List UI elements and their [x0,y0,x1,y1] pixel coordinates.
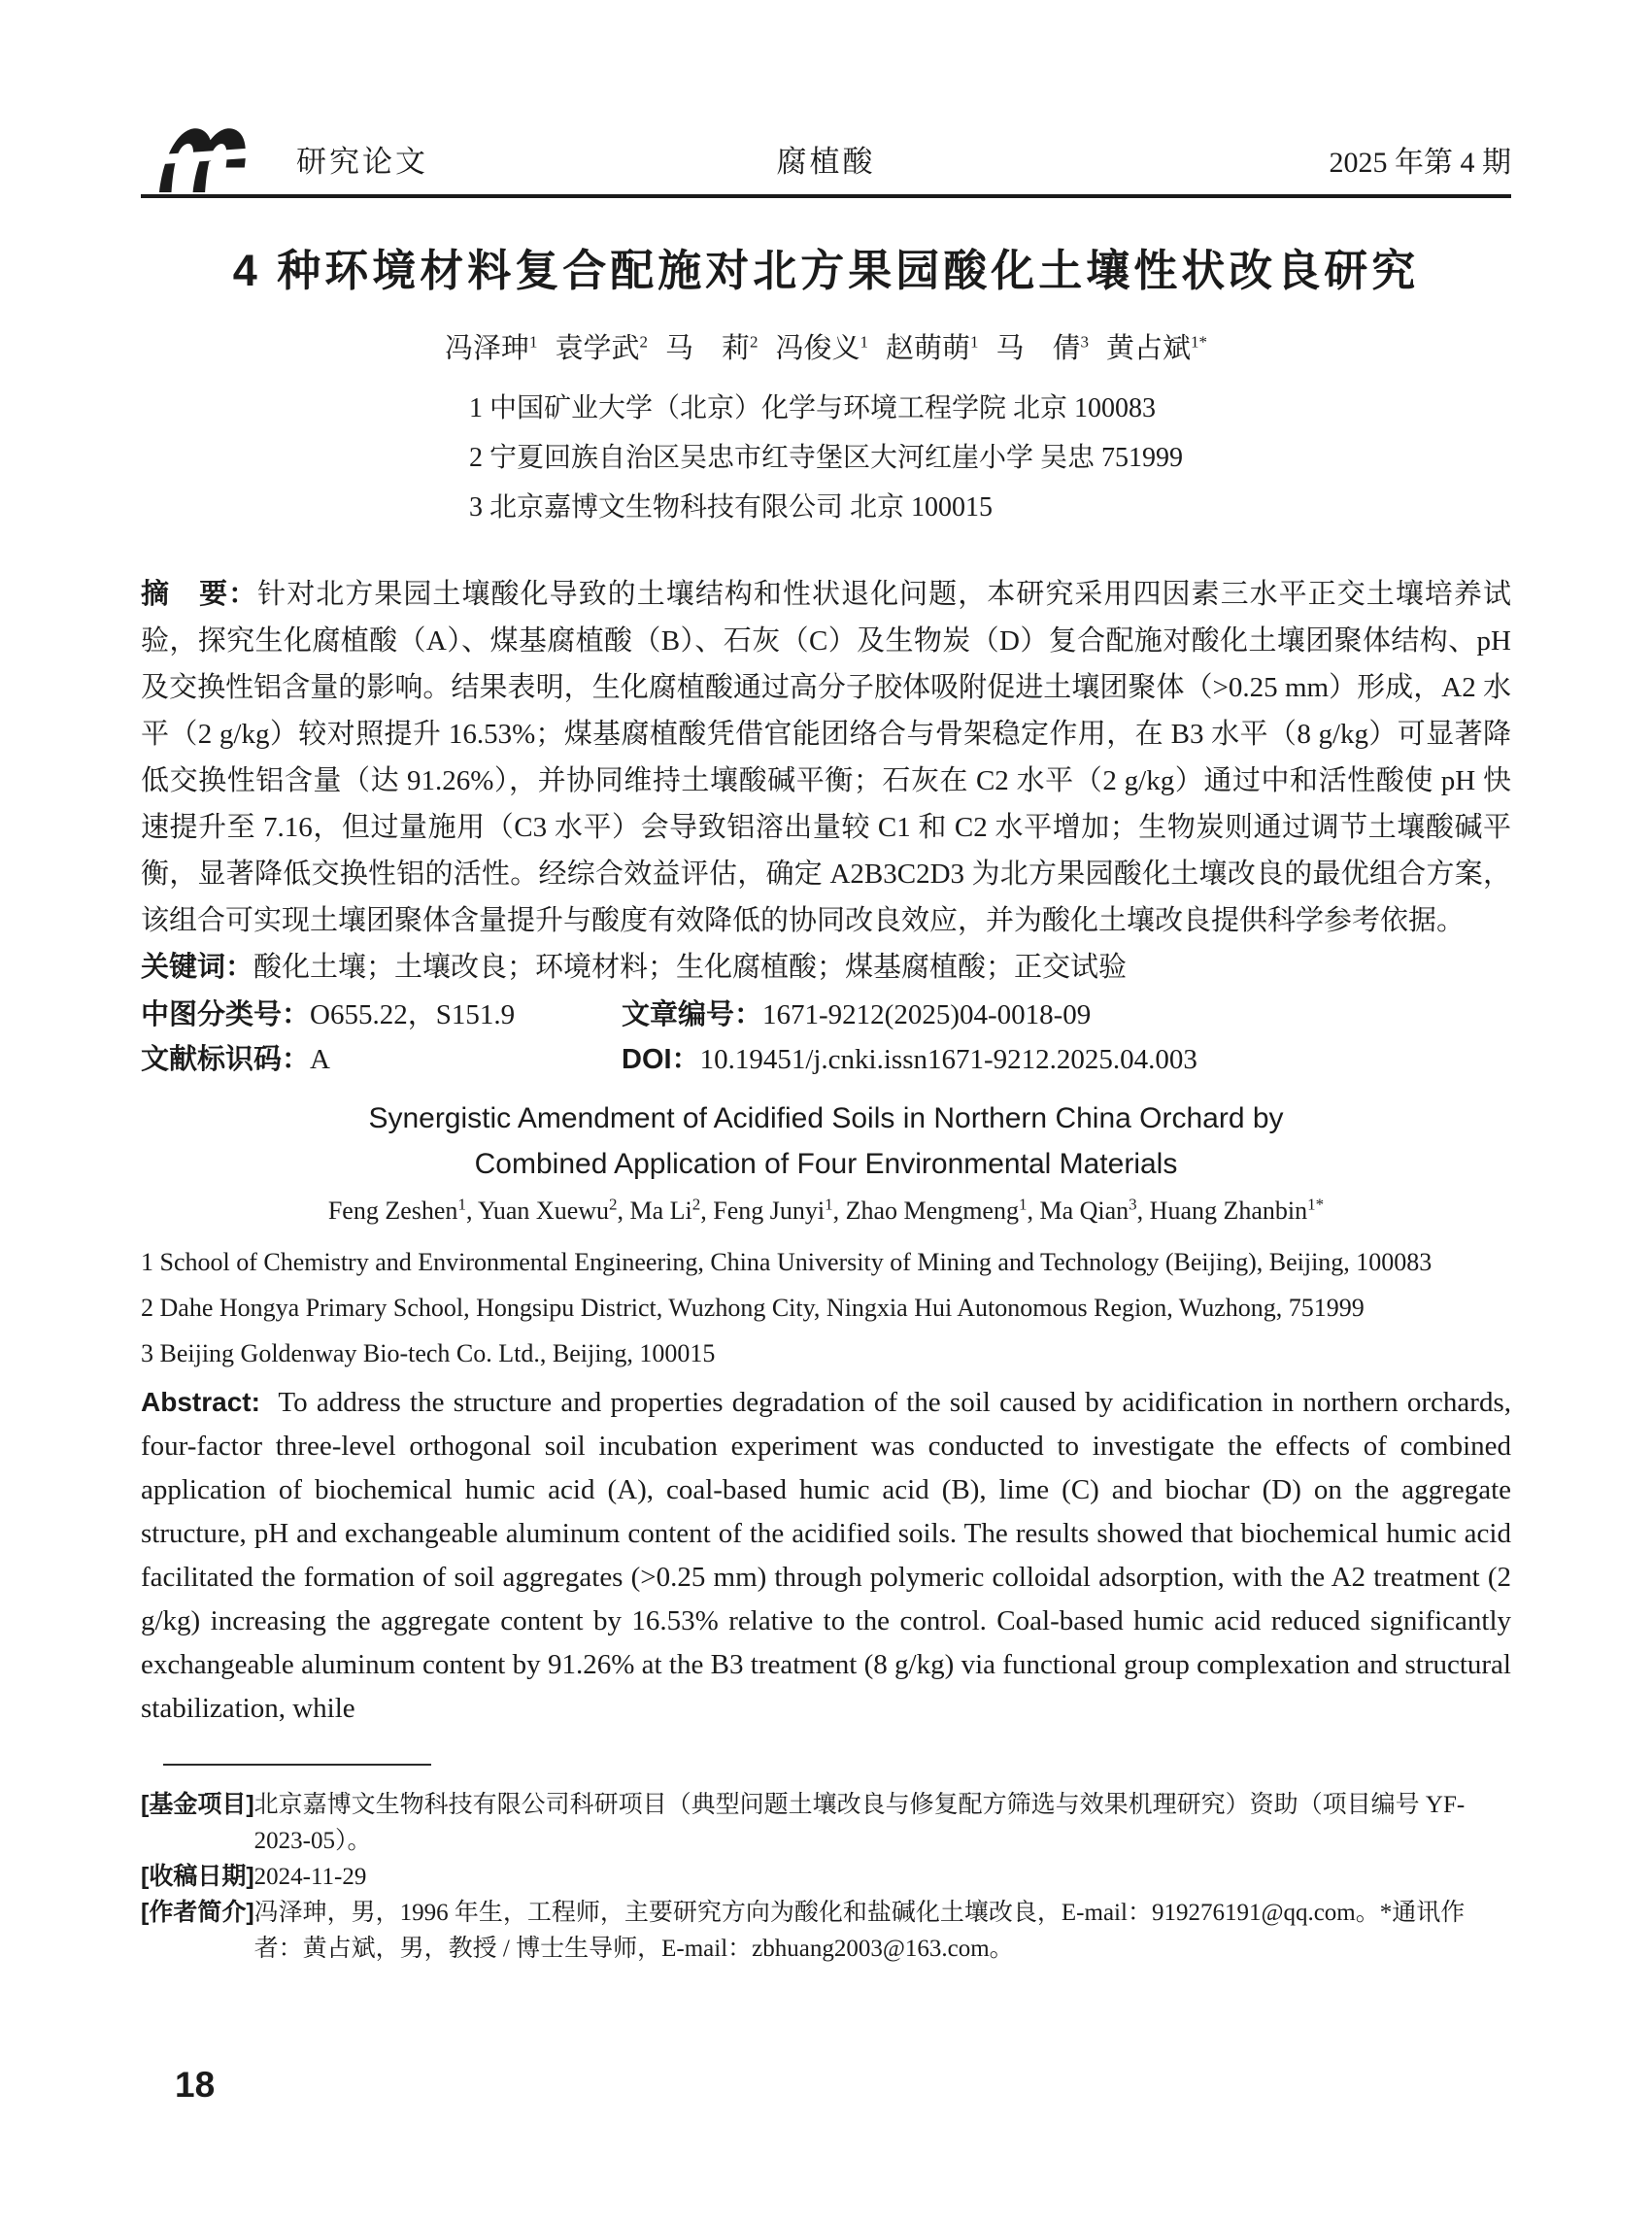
affiliations-cn-list [469,384,1183,532]
author-name: Huang Zhanbin$^{1*}$ [1149,1195,1325,1225]
author-affiliation-mark: 1* [1191,332,1208,352]
authors-en: Feng Zeshen$^1$, Yuan Xuewu$^2$, Ma Li$^2$, Feng Junyi$^1$, Zhao Mengmeng$^1$, Ma Qian$^3$, Huang Zhanbin$^{1*}$ [327,1195,1325,1225]
author-name: Ma Qian$^3$ [1039,1195,1137,1225]
footnote-label: [作者简介] [141,1899,254,1926]
author-name: 冯俊义$^1$ [775,332,868,364]
footnote-divider [163,1764,431,1766]
abstract-cn-text: 针对北方果园土壤酸化导致的土壤结构和性状退化问题，本研究采用四因素三水平正交土壤培养试验，探究生化腐植酸（A）、煤基腐植酸（B）、石灰（C）及生物炭（D）复合配施对酸化土壤团聚体结构、pH 及交换性铝含量的影响。结果表明，生化腐植酸通过高分子胶体吸附促进土壤团聚体（>0.25 mm）形成，A2 水平（2 g/kg）较对照提升 16.53%；煤基腐植酸凭借官能团络合与骨架稳定作用，在 B3 水平（8 g/kg）可显著降低交换性铝含量（达 91.26%），并协同维持土壤酸碱平衡；石灰在 C2 水平（2 g/kg）通过中和活性酸使 pH 快速提升至 7.16，但过量施用（C3 水平）会导致铝溶出量较 C1 和 C2 水平增加；生物炭则通过调节土壤酸碱平衡，显著降低交换性铝的活性。经综合效益评估，确定 A2B3C2D3 为北方果园酸化土壤改良的最优组合方案，该组合可实现土壤团聚体含量提升与酸度有效降低的协同改良效应，并为酸化土壤改良提供科学参考依据。 [141,579,1511,936]
keywords-cn [141,944,1511,991]
article-title-cn: 4 种环境材料复合配施对北方果园酸化土壤性状改良研究 [232,246,1420,295]
author-name: 马 倩$^3$ [995,332,1090,364]
author-name: Yuan Xuewu$^2$ [477,1195,618,1225]
footnote [141,1859,1511,1895]
author-affiliation-mark: 2 [639,332,648,352]
section-label: 研究论文 [296,145,428,179]
author-affiliation-mark: 2 [609,1195,618,1214]
author-name: 黄占斌$^{1*}$ [1106,332,1208,364]
footnote-label: [收稿日期] [141,1863,254,1890]
author-affiliation-mark: 1 [970,332,979,352]
abstract-en-label: Abstract: [141,1387,260,1417]
authors-cn [141,326,1511,366]
page-header [141,0,1511,192]
clc-value: O655.22，S151.9 [310,999,516,1030]
author-name: 袁学武$^2$ [555,332,648,364]
doi [622,1037,1511,1082]
author-name: Feng Junyi$^1$ [713,1195,833,1225]
footnote-text: 2024-11-29 [253,1864,367,1890]
author-name: Ma Li$^2$ [629,1195,701,1225]
author-name: Feng Zeshen$^1$ [327,1195,466,1225]
issue-label: 2025 年第 4 期 [1329,147,1511,179]
abstract-cn [141,571,1511,944]
footnote [141,1787,1511,1859]
article-id [622,993,1511,1037]
author-affiliation-mark: 1 [1018,1195,1028,1214]
article-title-en-line2: Combined Application of Four Environmental Materials [474,1148,1178,1180]
abstract-en [141,1380,1511,1731]
affiliation-line: 3 Beijing Goldenway Bio-tech Co. Ltd., Beijing, 100015 [141,1339,716,1367]
header-divider [141,194,1511,198]
doi-label: DOI： [622,1044,700,1075]
author-affiliation-mark: 3 [1080,332,1090,352]
author-affiliation-mark: 2 [749,332,759,352]
article-id-label: 文章编号： [622,999,763,1030]
author-name: 赵萌萌$^1$ [886,332,979,364]
page-number: 18 [175,2065,216,2105]
footnotes [141,1787,1511,1967]
author-affiliation-mark: 2 [691,1195,701,1214]
doi-value: 10.19451/j.cnki.issn1671-9212.2025.04.003 [699,1044,1197,1075]
clc-number [141,993,622,1037]
affiliation-line: 3 北京嘉博文生物科技有限公司 北京 100015 [468,492,993,523]
affiliation-line: 1 中国矿业大学（北京）化学与环境工程学院 北京 100083 [468,393,1156,423]
document-code-label: 文献标识码： [141,1044,311,1075]
author-name: 马 莉$^2$ [664,332,759,364]
footnote [141,1895,1511,1967]
keywords-cn-label: 关键词： [141,952,254,983]
article-title-en [141,1096,1511,1187]
author-affiliation-mark: 1 [457,1195,466,1214]
document-code-value: A [310,1044,330,1075]
affiliation-line: 2 Dahe Hongya Primary School, Hongsipu District, Wuzhong City, Ningxia Hui Autonomous Region, Wuzhong, 751999 [141,1294,1365,1322]
journal-logo-icon [141,113,263,192]
affiliations-en [141,1239,1511,1376]
affiliation-line: 1 School of Chemistry and Environmental Engineering, China University of Mining and Technology (Beijing), Beijing, 100083 [141,1248,1433,1276]
article-title-en-line1: Synergistic Amendment of Acidified Soils in Northern China Orchard by [368,1102,1284,1134]
author-affiliation-mark: 1 [528,332,538,352]
document-code [141,1037,622,1082]
author-name: 冯泽珅$^1$ [444,332,538,364]
author-affiliation-mark: 1 [860,332,868,352]
affiliation-line: 2 宁夏回族自治区吴忠市红寺堡区大河红崖小学 吴忠 751999 [468,443,1183,473]
article-id-value: 1671-9212(2025)04-0018-09 [762,999,1092,1030]
affiliations-cn [141,384,1511,532]
footnote-label: [基金项目] [141,1791,254,1818]
author-affiliation-mark: 1 [825,1195,833,1214]
article-meta [141,993,1511,1082]
keywords-cn-text: 酸化土壤；土壤改良；环境材料；生化腐植酸；煤基腐植酸；正交试验 [253,952,1128,983]
abstract-cn-label: 摘 要： [141,579,258,610]
author-name: Zhao Mengmeng$^1$ [845,1195,1028,1225]
footnote-text: 北京嘉博文生物科技有限公司科研项目（典型问题土壤改良与修复配方筛选与效果机理研究）资助（项目编号 YF-2023-05）。 [253,1792,1466,1854]
footnote-text: 冯泽珅，男，1996 年生，工程师，主要研究方向为酸化和盐碱化土壤改良，E-mail：919276191@qq.com。*通讯作者：黄占斌，男，教授 / 博士生导师，E-mail：zbhuang2003@163.com。 [253,1900,1466,1962]
abstract-en-text: To address the structure and properties degradation of the soil caused by acidification in northern orchards, four-factor three-level orthogonal soil incubation experiment was conducted to investigate the effects of combined application of biochemical humic acid (A), coal-based humic acid (B), lime (C) and biochar (D) on the aggregate structure, pH and exchangeable aluminum content of the acidified soils. The results showed that biochemical humic acid facilitated the formation of soil aggregates (>0.25 mm) through polymeric colloidal adsorption, with the A2 treatment (2 g/kg) increasing the aggregate content by 16.53% relative to the control. Coal-based humic acid reduced significantly exchangeable aluminum content by 91.26% at the B3 treatment (8 g/kg) via functional group complexation and structural stabilization, while [141,1387,1511,1724]
journal-name: 腐植酸 [776,145,876,179]
author-affiliation-mark: 1* [1307,1195,1325,1214]
author-affiliation-mark: 3 [1129,1195,1137,1214]
clc-label: 中图分类号： [141,999,311,1030]
